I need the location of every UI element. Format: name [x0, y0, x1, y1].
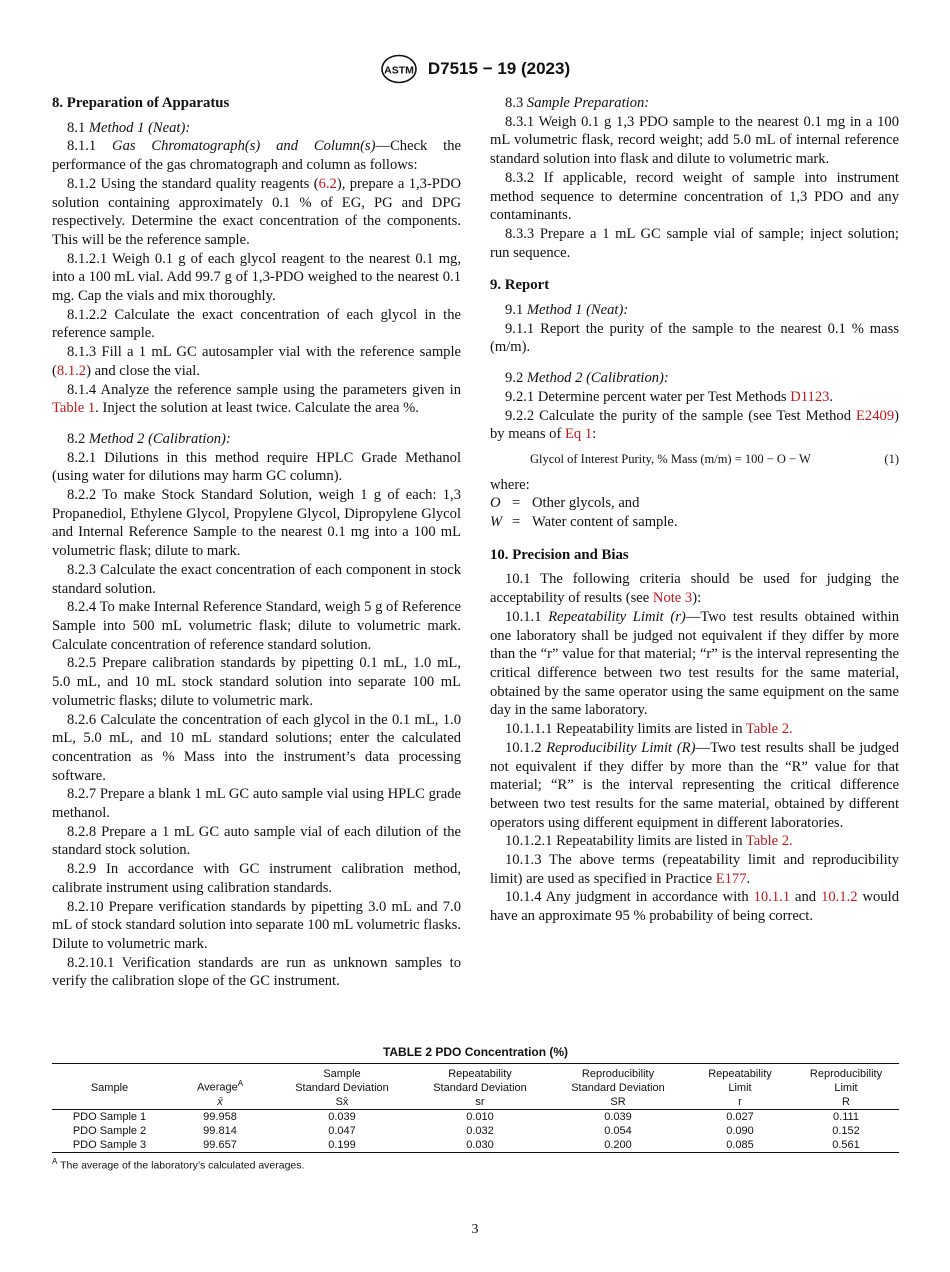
header-average: Average$^A$ x̄: [196, 1079, 244, 1108]
section-link[interactable]: 8.1.2: [56, 362, 87, 379]
table-link[interactable]: Table 1: [52, 400, 96, 417]
definition-row: W = Water content of sample.: [490, 514, 678, 531]
paragraph: 8.1.3 Fill a 1 mL GC autosampler vial with the reference sample (8.1.2) and close the vial.: [52, 344, 461, 379]
table-cell: 99.657: [203, 1139, 237, 1151]
where-label: where:: [490, 476, 530, 493]
paragraph: 8.1.4 Analyze the reference sample using the parameters given in Table 1. Inject the solution at least twice. Calculate the area %.: [52, 381, 461, 417]
table-cell: 0.030: [466, 1139, 494, 1151]
table-cell: 0.027: [726, 1111, 754, 1123]
table-cell: PDO Sample 2: [72, 1125, 147, 1137]
paragraph: 8.3.3 Prepare a 1 mL GC sample vial of sample; inject solution; run sequence.: [490, 225, 899, 261]
section-link[interactable]: 10.1.2: [821, 889, 858, 906]
paragraph: 8.1.2 Using the standard quality reagents (6.2), prepare a 1,3-PDO solution containing approximately 0.1 % of EG, PG and DPG respectively. Determine the exact concentration of the components. This will be the reference sample.: [52, 175, 461, 248]
paragraph: 8.3.1 Weigh 0.1 g 1,3 PDO sample to the nearest 0.1 mg in a 100 mL volumetric flask, record weight; add 5.0 mL of internal reference standard solution into flask and dilute to volumetric mark.: [490, 113, 899, 168]
paragraph: 8.3.2 If applicable, record weight of sample into instrument method sequence to determine concentration of 1,3 PDO and any contaminants.: [490, 169, 899, 224]
paragraph: 8.2.10 Prepare verification standards by pipetting 3.0 mL and 7.0 mL of stock standard solution into separate 100 mL volumetric flasks. Dilute to volumetric mark.: [52, 898, 461, 952]
paragraph: 8.2.7 Prepare a blank 1 mL GC auto sample vial using HPLC grade methanol.: [52, 786, 461, 822]
paragraph: 8.1 Method 1 (Neat):: [67, 119, 191, 136]
table-cell: 0.054: [604, 1125, 632, 1137]
paragraph: 10.1.3 The above terms (repeatability limit and reproducibility limit) are used as specified in Practice E177.: [490, 852, 899, 887]
paragraph: 9.2 Method 2 (Calibration):: [505, 370, 669, 387]
section-title: 9. Report: [490, 277, 550, 294]
astm-logo-icon: [380, 54, 418, 84]
paragraph: 8.1.2.1 Weigh 0.1 g of each glycol reagent to the nearest 0.1 mg, into a 100 mL vial. Add 99.7 g of 1,3-PDO weighed to the nearest 0.1 mg. Cap the vials and mix thoroughly.: [52, 250, 461, 305]
table-cell: 0.200: [604, 1139, 632, 1151]
table-cell: 0.090: [726, 1125, 754, 1137]
table-cell: 0.039: [328, 1111, 356, 1123]
standard-designation: D7515 − 19 (2023): [427, 59, 571, 78]
paragraph: 9.2.2 Calculate the purity of the sample (see Test Method E2409) by means of Eq 1:: [490, 407, 899, 443]
definition-row: O = Other glycols, and: [490, 495, 640, 512]
table-cell: 0.085: [726, 1139, 754, 1151]
paragraph: 8.2.9 In accordance with GC instrument calibration method, calibrate instrument using calibration standards.: [52, 861, 461, 896]
left-column: [52, 94, 461, 991]
section-title: 10. Precision and Bias: [490, 546, 629, 563]
paragraph: 10.1 The following criteria should be used for judging the acceptability of results (see Note 3):: [490, 571, 899, 607]
paragraph: 8.2.4 To make Internal Reference Standard, weigh 5 g of Reference Sample into 500 mL volumetric flask; dilute to volumetric mark. Calculate concentration of reference standard solution.: [52, 599, 461, 653]
paragraph: 8.2.6 Calculate the concentration of each glycol in the 0.1 mL, 1.0 mL, 5.0 mL, and 10 mL standard solutions; enter the calculated concentration as % Mass into the instrument’s data processing software.: [52, 711, 461, 784]
paragraph: 8.2 Method 2 (Calibration):: [67, 430, 231, 447]
header-sample-sd: Sample Standard Deviation Sx̄: [295, 1068, 389, 1108]
header-reproducibility-limit: Reproducibility Limit R: [809, 1068, 883, 1108]
paragraph: 8.2.10.1 Verification standards are run as unknown samples to verify the calibration slope of the GC instrument.: [52, 954, 461, 990]
svg-text:ASTM: ASTM: [384, 64, 414, 77]
table-cell: 99.814: [203, 1125, 237, 1137]
equation-link[interactable]: Eq 1: [564, 426, 593, 443]
table-cell: 0.561: [832, 1139, 860, 1151]
table-cell: 0.199: [328, 1139, 356, 1151]
table-cell: 0.039: [604, 1111, 632, 1123]
table-cell: 0.010: [466, 1111, 494, 1123]
paragraph: 8.2.1 Dilutions in this method require HPLC Grade Methanol (using water for dilutions may harm GC column).: [52, 449, 461, 485]
table-cell: 99.958: [203, 1111, 237, 1123]
page-number: 3: [471, 1222, 479, 1237]
header-sample: Sample: [90, 1082, 129, 1094]
paragraph: 10.1.2 Reproducibility Limit (R)—Two test results shall be judged not equivalent if they differ by more than the “R” value for that material; “R” is the interval representing the critical difference between two test results for the same material, obtained by different operators using different equipment in different laboratories.: [490, 739, 899, 831]
table-link[interactable]: Table 2.: [745, 833, 793, 850]
paragraph: 8.1.1 Gas Chromatograph(s) and Column(s)—Check the performance of the gas chromatograph and column as follows:: [52, 138, 462, 174]
paragraph: 8.1.2.2 Calculate the exact concentration of each glycol in the reference sample.: [52, 306, 461, 342]
table-row: [52, 1124, 899, 1138]
paragraph: 8.2.8 Prepare a 1 mL GC auto sample vial of each dilution of the standard stock solution.: [52, 823, 461, 859]
equation-number: (1): [884, 451, 899, 466]
paragraph: 8.2.3 Calculate the exact concentration of each component in stock standard solution.: [52, 561, 461, 597]
table-cell: 0.047: [328, 1125, 356, 1137]
paragraph: 10.1.2.1 Repeatability limits are listed in Table 2.: [505, 833, 793, 850]
table-row: [52, 1110, 899, 1125]
paragraph: 10.1.4 Any judgment in accordance with 10.1.1 and 10.1.2 would have an approximate 95 % probability of being correct.: [490, 889, 899, 925]
header-reproducibility-sd: Reproducibility Standard Deviation SR: [571, 1068, 665, 1108]
paragraph: 8.3 Sample Preparation:: [505, 95, 650, 111]
section-link[interactable]: 10.1.1: [753, 889, 791, 906]
header-repeatability-limit: Repeatability Limit r: [708, 1068, 772, 1108]
paragraph: 9.1.1 Report the purity of the sample to the nearest 0.1 % mass (m/m).: [490, 320, 899, 356]
equation: Glycol of Interest Purity, % Mass (m/m) = 100 − O − W (1): [530, 450, 899, 469]
table-2: [52, 1045, 899, 1172]
standard-link[interactable]: E2409: [856, 407, 895, 424]
data-table: [52, 1063, 899, 1153]
paragraph: 10.1.1.1 Repeatability limits are listed in Table 2.: [505, 721, 793, 738]
table-caption: TABLE 2 PDO Concentration (%): [382, 1045, 569, 1059]
table-cell: 0.032: [466, 1125, 494, 1137]
table-link[interactable]: Table 2.: [745, 721, 793, 738]
header-repeatability-sd: Repeatability Standard Deviation sr: [433, 1068, 527, 1108]
section-title: 8. Preparation of Apparatus: [52, 95, 230, 111]
table-cell: PDO Sample 1: [72, 1111, 147, 1123]
paragraph: 9.2.1 Determine percent water per Test Methods D1123.: [505, 388, 834, 405]
paragraph: 8.2.5 Prepare calibration standards by pipetting 0.1 mL, 1.0 mL, 5.0 mL, and 10 mL stock standard solution into separate 100 mL volumetric flasks; dilute to volumetric mark.: [52, 655, 461, 709]
page-header: [0, 54, 950, 84]
table-footnote: $^A$ The average of the laboratory’s calculated averages.: [52, 1157, 305, 1172]
paragraph: 9.1 Method 1 (Neat):: [505, 302, 629, 319]
paragraph: 8.2.2 To make Stock Standard Solution, weigh 1 g of each: 1,3 Propanediol, Ethylene Glycol, Propylene Glycol, Dipropylene Glycol and Internal Reference Sample to the nearest 0.1 mg into a 100 mL volumetric flask; dilute to mark.: [52, 487, 461, 560]
table-cell: 0.111: [833, 1111, 859, 1123]
table-cell: PDO Sample 3: [72, 1139, 147, 1151]
standard-link[interactable]: D1123: [790, 388, 830, 405]
note-link[interactable]: Note 3: [652, 590, 693, 607]
table-header-row: [52, 1064, 899, 1110]
table-cell: 0.152: [832, 1125, 860, 1137]
table-row: [52, 1138, 899, 1153]
paragraph: 10.1.1 Repeatability Limit (r)—Two test results obtained within one laboratory shall be judged not equivalent if they differ by more than the “r” value for that material; “r” is the interval representing the critical difference between two test results for the same material, obtained by the same operator using the same equipment on the same day in the same laboratory.: [490, 608, 899, 719]
section-link[interactable]: 6.2: [318, 175, 337, 192]
right-column: [490, 94, 899, 926]
standard-link[interactable]: E177: [715, 870, 747, 887]
